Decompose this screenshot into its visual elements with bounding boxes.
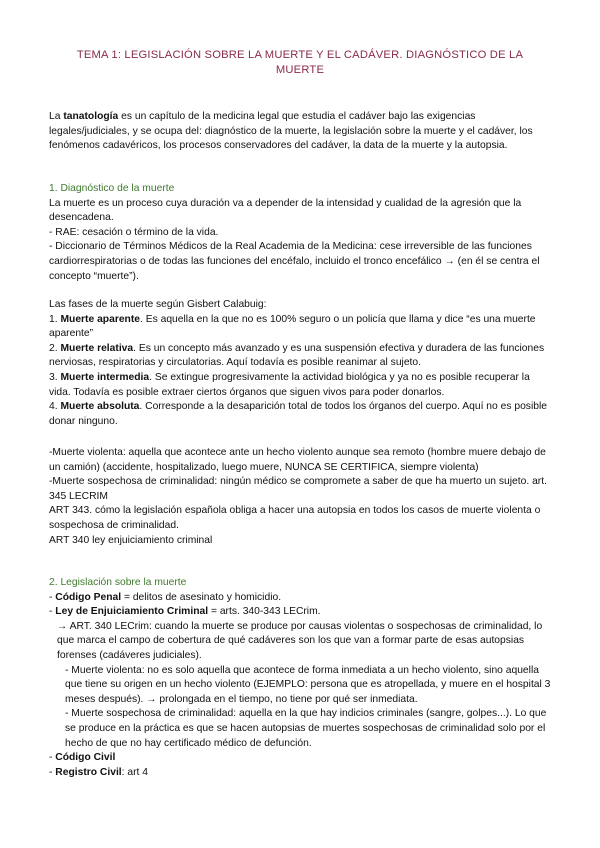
- muerte-violenta-item: - Muerte violenta: no es solo aquella que acontece de forma inmediata a un hecho violento, sino aquella que tiene su origen en un hecho violento (EJEMPLO: persona que es atropellada, y muere en el hospital 3 meses después). → prolongada en el tiempo, no tiene por qué ser inmediata.: [65, 664, 551, 705]
- muerte-sospechosa-item: - Muerte sospechosa de criminalidad: aquella en la que hay indicios criminales (sangre, golpes...). Lo que se produce en la práctica es que se hacen autopsias de muertes sospechosas de criminalidad solo por el hecho de que no hay certificado médico de defunción.: [65, 708, 547, 749]
- phases-list: [49, 298, 554, 429]
- registro-civil-term: Registro Civil: [55, 766, 122, 778]
- codigo-civil-item: [49, 751, 554, 766]
- violent-death-note: -Muerte violenta: aquella que acontece ante un hecho violento aunque sea remoto (hombre muere debajo de un camión) (accidente, hospitalizado, luego muere, NUNCA SE CERTIFICA, siempre violenta): [49, 447, 546, 473]
- art343-note: ART 343. cómo la legislación española obliga a hacer una autopsia en todos los casos de muerte violenta o sospechosa de criminalidad.: [49, 505, 541, 531]
- phase-item: [49, 400, 554, 429]
- art340-note: ART 340 ley enjuiciamiento criminal: [49, 534, 213, 546]
- phase-number: 1.: [49, 313, 61, 325]
- art340-item: → ART. 340 LECrim: cuando la muerte se produce por causas violentas o sospechosas de criminalidad, lo que marca el campo de cobertura de qué cadáveres son los que van a formar parte de esas autopsias forenses (cadáveres judiciales).: [57, 620, 543, 661]
- phase-text: . Se extingue progresivamente la actividad biológica y ya no es posible recuperar la vida. Todavía es posible extraer ciertos órganos que siguen vivos para poder donarlos.: [49, 371, 530, 398]
- phase-term: Muerte aparente: [60, 313, 140, 325]
- phase-number: 2.: [49, 342, 61, 354]
- codigo-penal-term: Código Penal: [55, 591, 122, 603]
- registro-civil-text: : art 4: [121, 766, 148, 778]
- intro-paragraph: [49, 110, 554, 154]
- bullet: -: [49, 606, 56, 618]
- document-title: TEMA 1: LEGISLACIÓN SOBRE LA MUERTE Y EL CADÁVER. DIAGNÓSTICO DE LA MUERTE: [76, 49, 524, 76]
- section1-paragraph: La muerte es un proceso cuya duración va a depender de la intensidad y cualidad de la agresión que la desencadena.: [49, 197, 522, 224]
- phase-term: Muerte relativa: [60, 342, 134, 354]
- intro-pre: La: [49, 111, 64, 122]
- phase-term: Muerte intermedia: [60, 371, 150, 383]
- section-diagnostico: [49, 182, 554, 284]
- phase-text: . Corresponde a la desaparición total de todos los órganos del cuerpo. Aquí no es posible donar ninguno.: [49, 401, 547, 427]
- codigo-penal-item: [49, 591, 554, 606]
- phase-term: Muerte absoluta: [60, 401, 140, 413]
- section1-heading: 1. Diagnóstico de la muerte: [49, 183, 175, 194]
- phases-intro: Las fases de la muerte según Gisbert Calabuig:: [49, 299, 267, 310]
- phase-text: . Es aquella en la que no es 100% seguro o un policía que llama y dice “es una muerte aparente”: [49, 313, 536, 340]
- intro-text: es un capítulo de la medicina legal que estudia el cadáver bajo las exigencias legales/judiciales, y se ocupa del: diagnóstico de la muerte, la legislación sobre la muerte y el cadáver, los fenómenos cadavéricos, los procesos conservadores del cadáver, la data de la muerte y la autopsia.: [49, 111, 533, 152]
- codigo-penal-text: = delitos de asesinato y homicidio.: [121, 591, 282, 603]
- section-legislacion: [49, 576, 554, 780]
- phase-number: 4.: [49, 401, 61, 413]
- lecrim-item: [49, 605, 554, 620]
- phase-text: . Es un concepto más avanzado y es una suspensión efectiva y duradera de las funciones nerviosas, respiratorias y circulatorias. Aquí todavía es posible reanimar al sujeto.: [49, 342, 545, 369]
- phase-item: [49, 342, 554, 371]
- intro-term: tanatología: [63, 111, 119, 122]
- suspicious-death-note: -Muerte sospechosa de criminalidad: ningún médico se compromete a saber de que ha muerto un sujeto. art. 345 LECRIM: [49, 476, 547, 502]
- codigo-civil-term: Código Civil: [55, 752, 116, 764]
- phase-item: [49, 313, 554, 342]
- violent-death-notes: [49, 446, 554, 548]
- bullet: -: [49, 752, 56, 764]
- rae-definition: - RAE: cesación o término de la vida.: [49, 226, 219, 238]
- dictionary-definition: - Diccionario de Términos Médicos de la Real Academia de la Medicina: cese irreversible de las funciones cardiorrespiratorias o de todas las funciones del encéfalo, incluido el tronco encefálico → (en él se centra el concepto “muerte”).: [49, 241, 540, 282]
- lecrim-text: = arts. 340-343 LECrim.: [208, 606, 321, 618]
- bullet: -: [49, 591, 56, 603]
- phase-number: 3.: [49, 371, 61, 383]
- bullet: -: [49, 766, 56, 778]
- section2-heading: 2. Legislación sobre la muerte: [49, 577, 187, 588]
- lecrim-term: Ley de Enjuiciamiento Criminal: [55, 606, 209, 618]
- registro-civil-item: [49, 766, 554, 781]
- phase-item: [49, 371, 554, 400]
